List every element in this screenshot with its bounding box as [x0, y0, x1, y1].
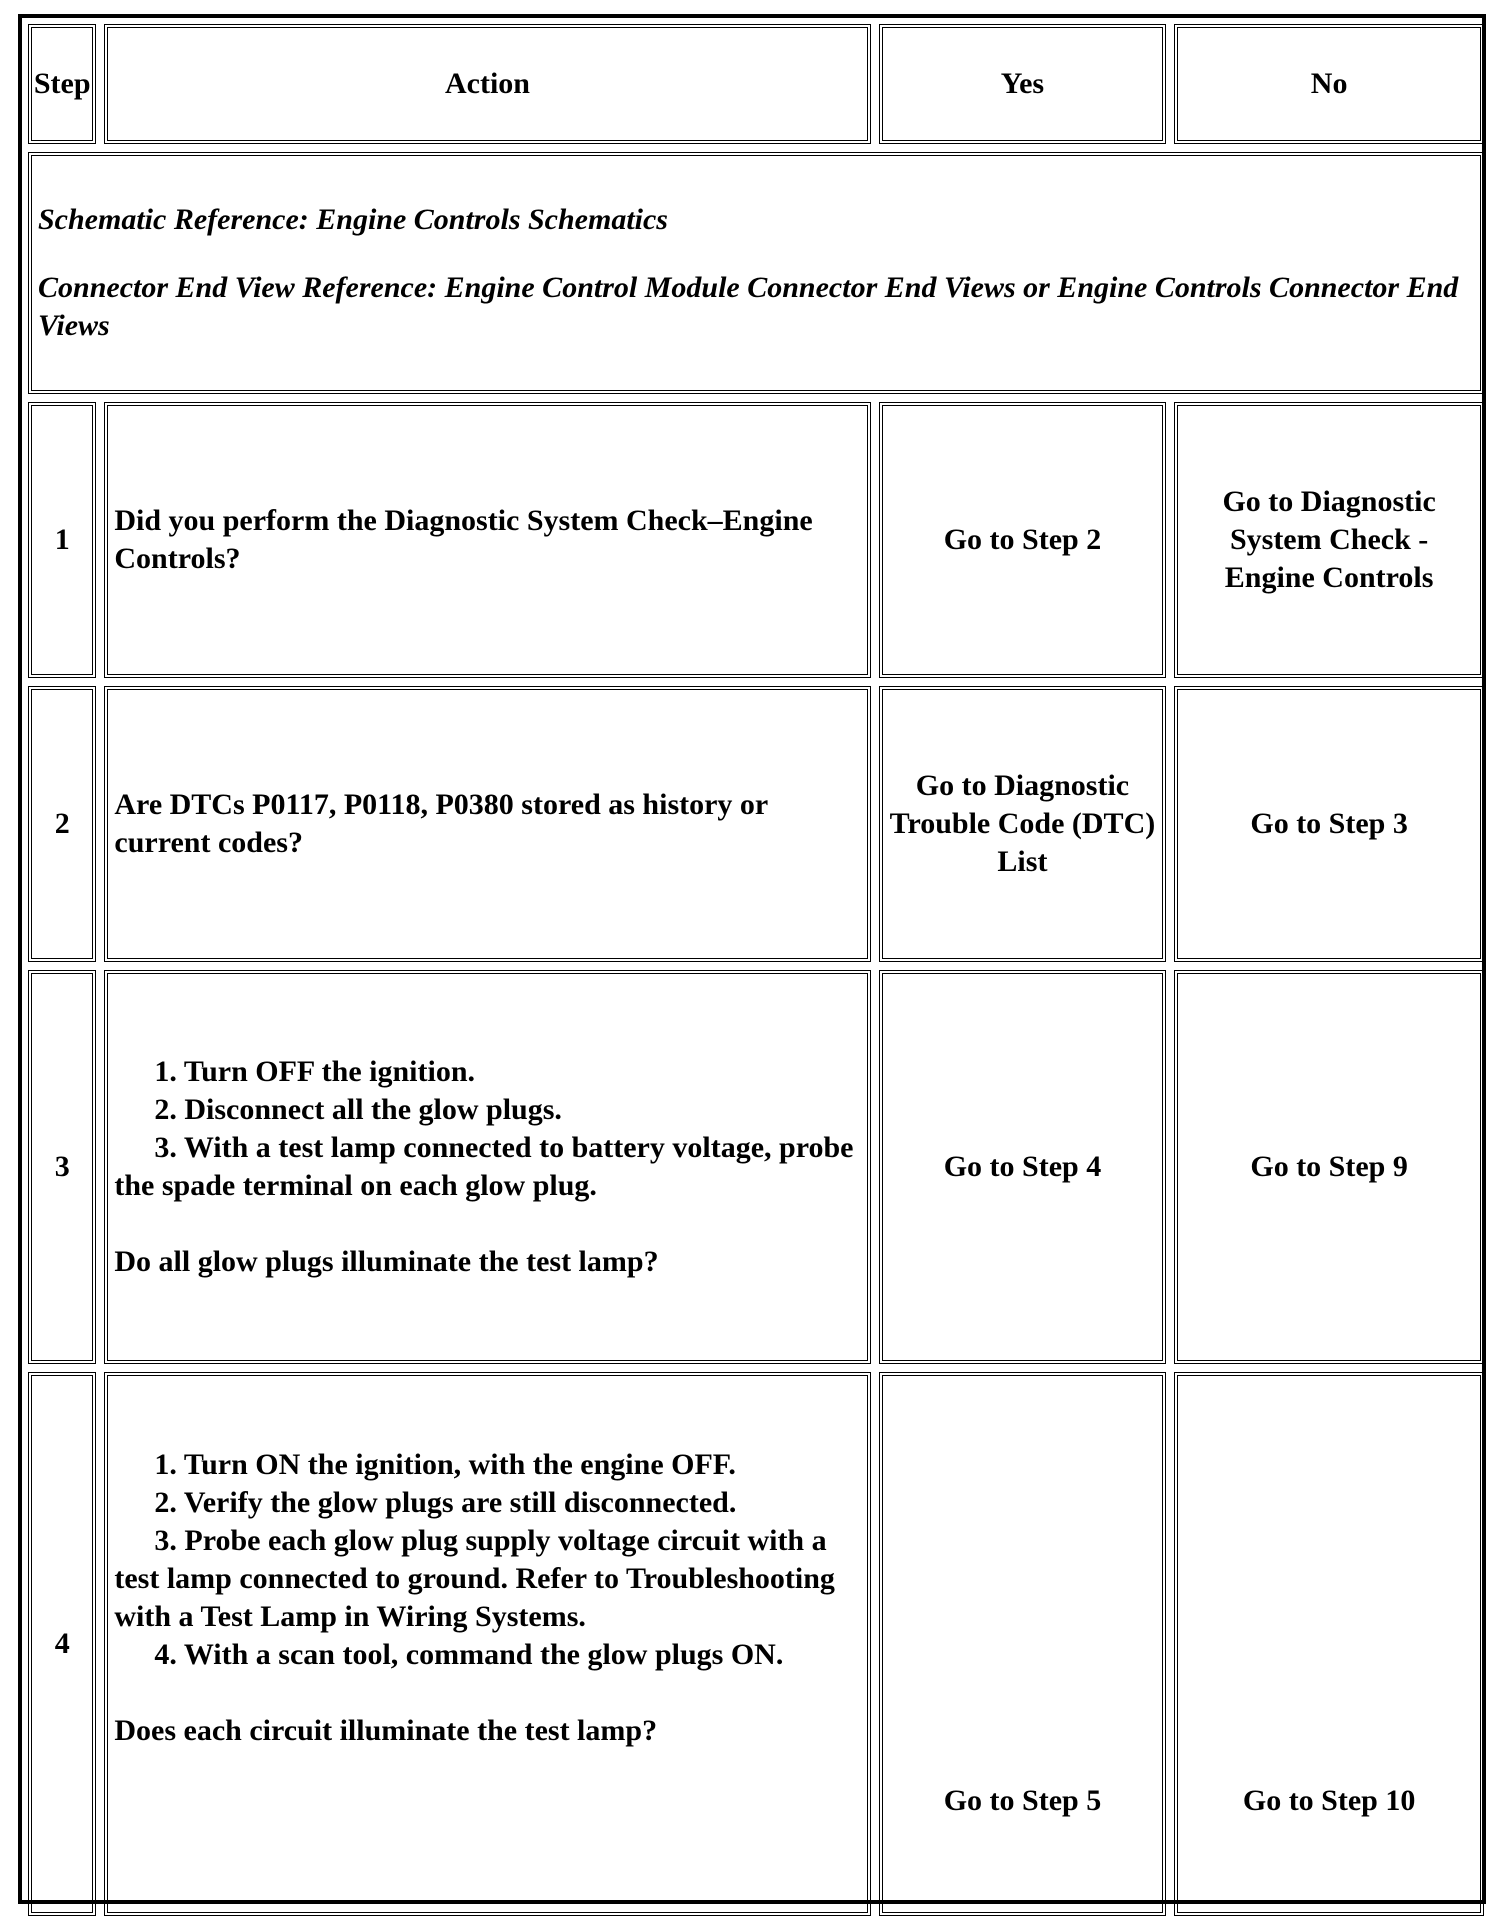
action-steps-list: [114, 1053, 860, 1205]
action-steps-list: [114, 1446, 860, 1674]
table-row: [28, 1372, 1484, 1916]
action-step: 4. With a scan tool, command the glow plugs ON.: [154, 1638, 784, 1671]
action-cell: [104, 1372, 870, 1916]
action-question: Do all glow plugs illuminate the test lamp?: [114, 1245, 659, 1278]
action-text: Did you perform the Diagnostic System Check–Engine Controls?: [104, 402, 870, 678]
no-result: Go to Diagnostic System Check - Engine Controls: [1174, 402, 1484, 678]
yes-result: Go to Step 2: [879, 402, 1167, 678]
yes-result: Go to Step 5: [879, 1372, 1167, 1916]
action-question: Does each circuit illuminate the test lamp?: [114, 1714, 658, 1747]
action-step: 1. Turn ON the ignition, with the engine OFF.: [154, 1448, 736, 1481]
diagnostic-table-frame: [18, 14, 1486, 1904]
yes-result: Go to Step 4: [879, 970, 1167, 1364]
header-step: Step: [28, 24, 96, 144]
step-number: 3: [28, 970, 96, 1364]
action-step: 3. With a test lamp connected to battery voltage, probe the spade terminal on each glow plug.: [114, 1131, 854, 1202]
no-result: Go to Step 3: [1174, 686, 1484, 962]
action-cell: [104, 970, 870, 1364]
action-step: 2. Disconnect all the glow plugs.: [154, 1093, 562, 1126]
table-row: [28, 970, 1484, 1364]
table-row: [28, 402, 1484, 678]
schematic-reference: Schematic Reference: Engine Controls Schematics: [38, 203, 668, 236]
header-no: No: [1174, 24, 1484, 144]
reference-cell: [28, 152, 1484, 394]
step-number: 2: [28, 686, 96, 962]
yes-result: Go to Diagnostic Trouble Code (DTC) List: [879, 686, 1167, 962]
step-number: 4: [28, 1372, 96, 1916]
reference-row: [28, 152, 1484, 394]
header-row: [28, 24, 1484, 144]
no-result: Go to Step 10: [1174, 1372, 1484, 1916]
action-step: 1. Turn OFF the ignition.: [154, 1055, 475, 1088]
connector-reference: Connector End View Reference: Engine Control Module Connector End Views or Engine Controls Connector End Views: [38, 271, 1459, 342]
header-action: Action: [104, 24, 870, 144]
diagnostic-table: [20, 16, 1492, 1924]
step-number: 1: [28, 402, 96, 678]
action-step: 3. Probe each glow plug supply voltage circuit with a test lamp connected to ground. Refer to Troubleshooting with a Test Lamp in Wiring Systems.: [114, 1524, 835, 1633]
header-yes: Yes: [879, 24, 1167, 144]
action-step: 2. Verify the glow plugs are still disconnected.: [154, 1486, 737, 1519]
action-text: Are DTCs P0117, P0118, P0380 stored as history or current codes?: [104, 686, 870, 962]
no-result: Go to Step 9: [1174, 970, 1484, 1364]
table-row: [28, 686, 1484, 962]
